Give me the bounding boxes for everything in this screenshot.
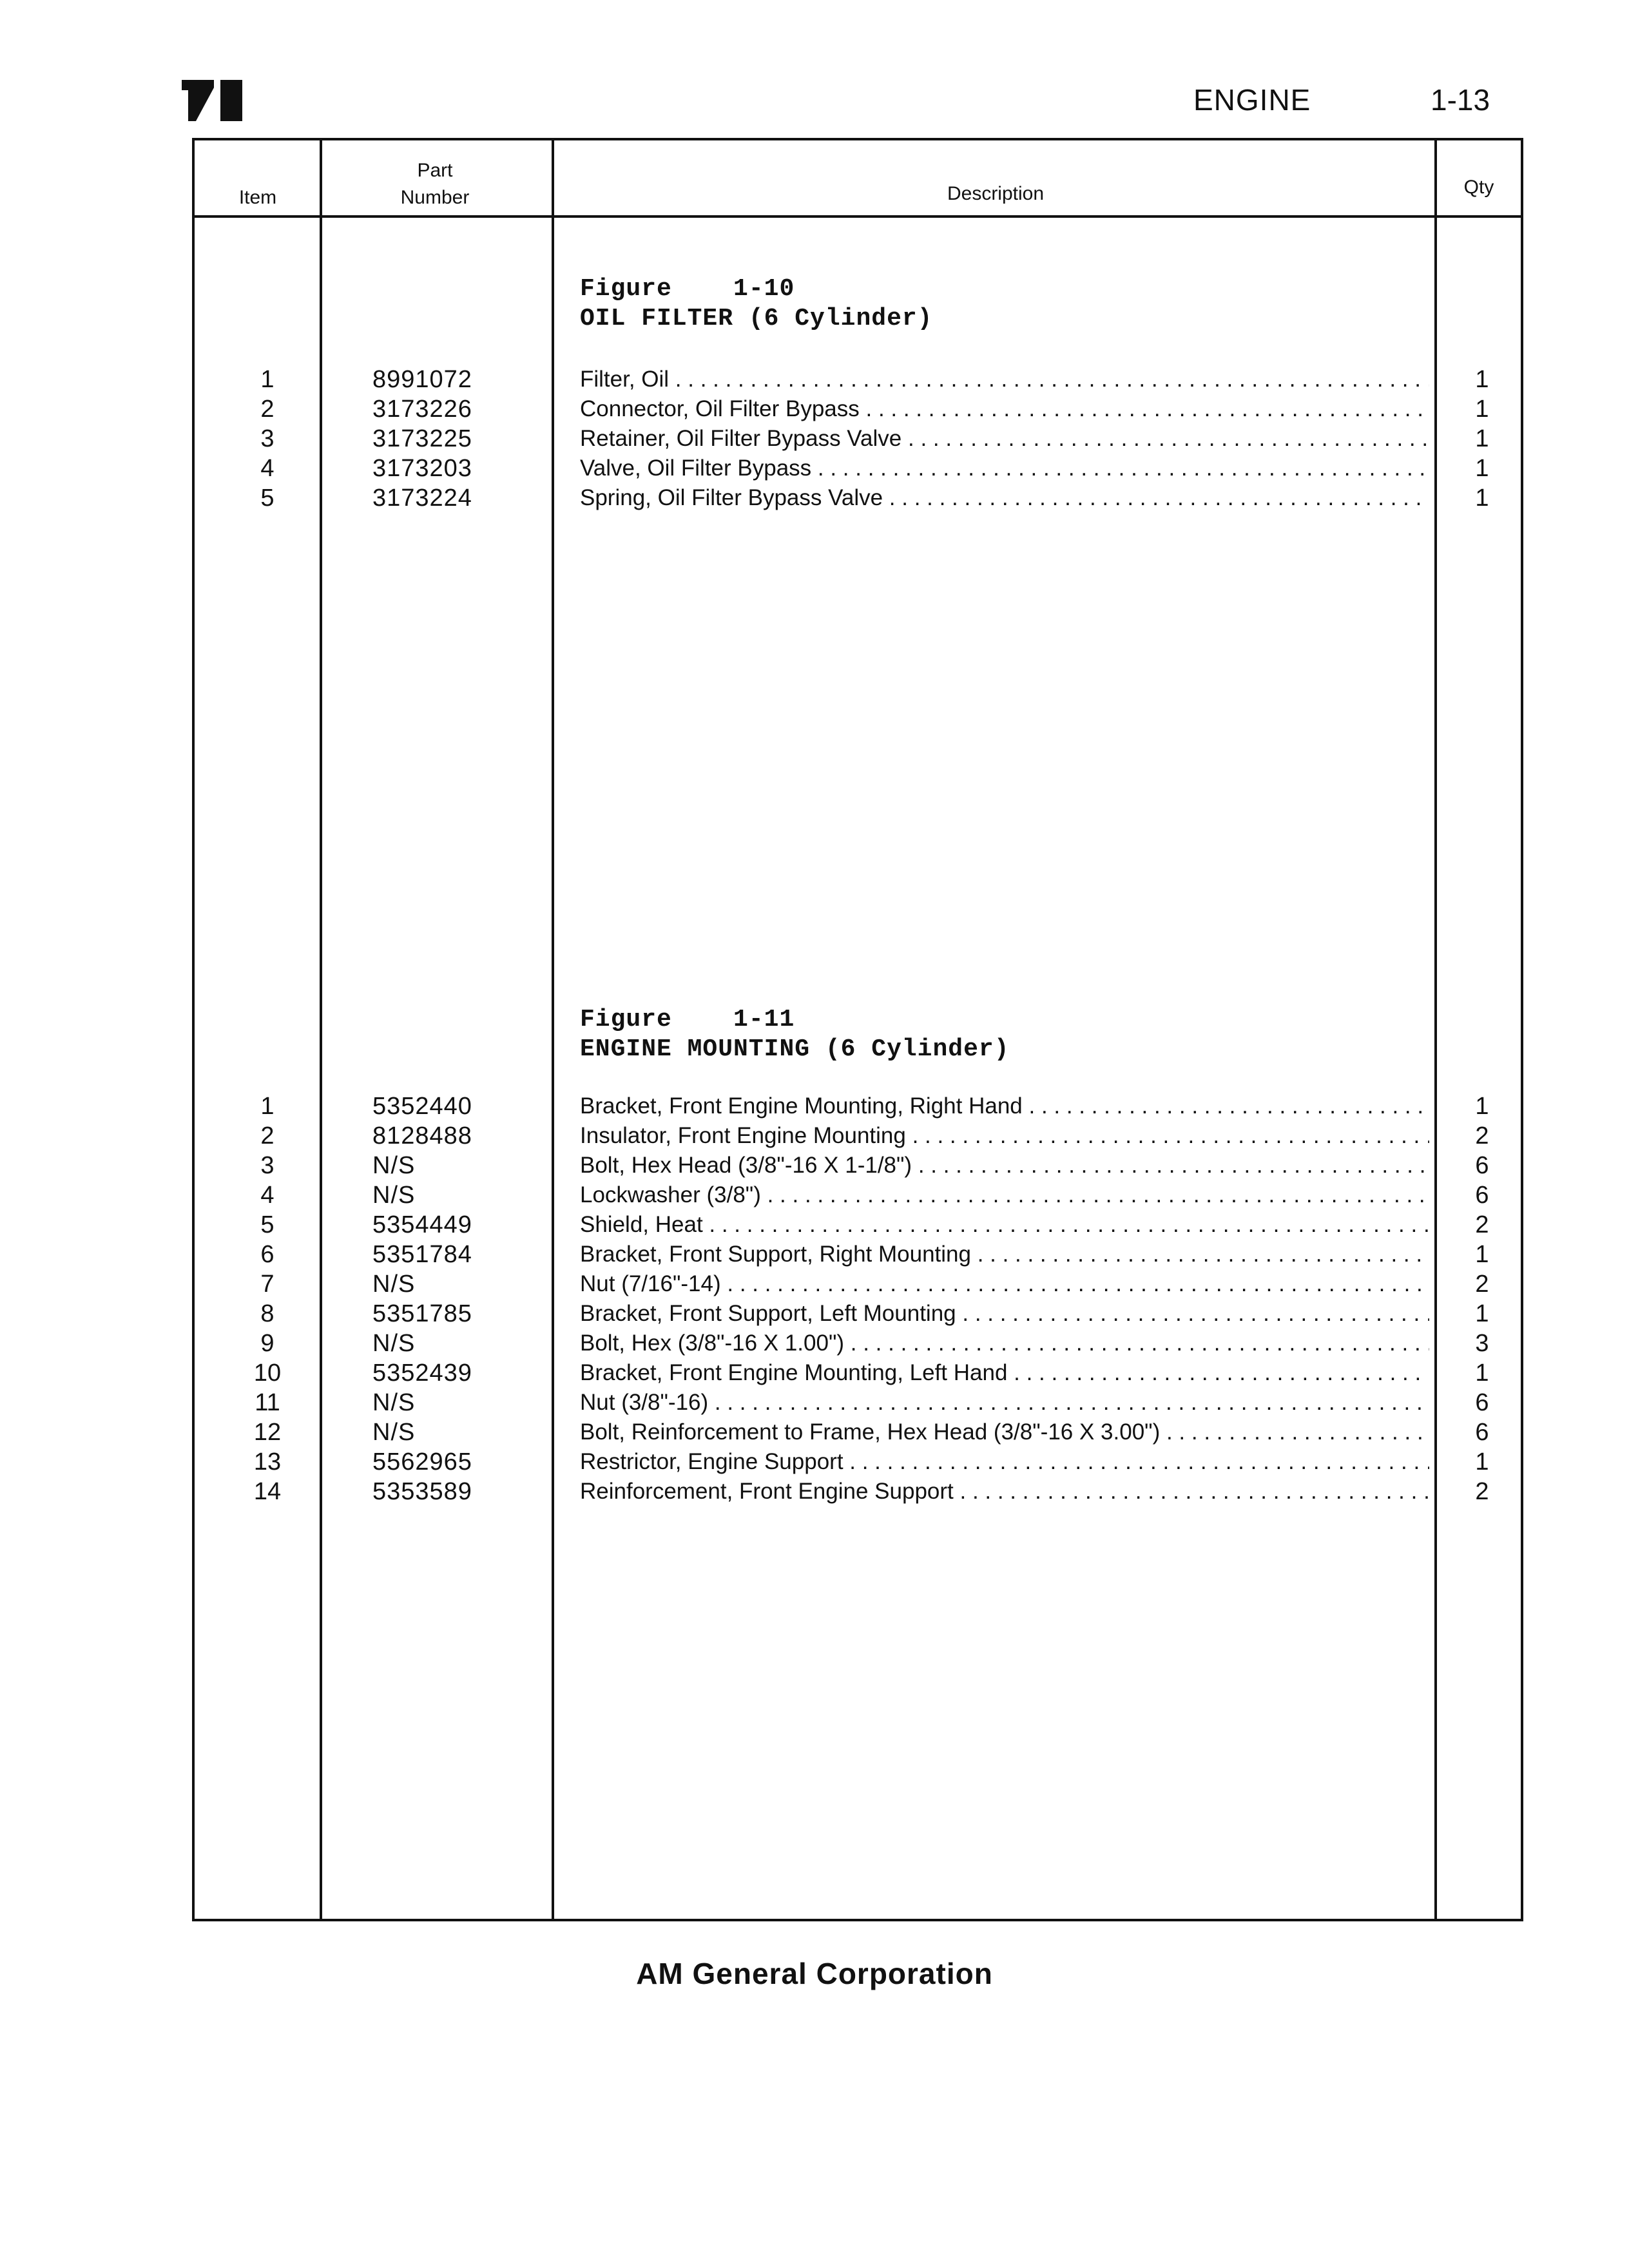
publisher-logo-icon — [182, 80, 244, 121]
part-description: Spring, Oil Filter Bypass Valve . . . — [580, 483, 1429, 513]
item-number: 5 — [260, 485, 275, 512]
part-number: N/S — [372, 1182, 416, 1209]
part-description: Bracket, Front Support, Right Mounting . . . — [580, 1240, 1429, 1269]
quantity: 1 — [1475, 1241, 1489, 1268]
quantity: 2 — [1475, 1271, 1489, 1298]
part-number: 5351784 — [372, 1241, 472, 1268]
column-header-description: Description — [947, 183, 1045, 204]
column-header-qty: Qty — [1463, 177, 1494, 198]
quantity: 6 — [1475, 1419, 1489, 1446]
part-number: 5351785 — [372, 1300, 472, 1327]
part-number: 5353589 — [372, 1478, 472, 1505]
quantity: 1 — [1475, 396, 1489, 423]
part-description: Shield, Heat . . . — [580, 1210, 1429, 1240]
item-number: 1 — [260, 1093, 275, 1120]
part-number: 3173224 — [372, 485, 472, 512]
page-number: 1-13 — [1431, 83, 1490, 117]
part-description: Valve, Oil Filter Bypass . . . — [580, 454, 1429, 483]
part-description: Lockwasher (3/8") . . . — [580, 1180, 1429, 1210]
item-part-divider — [320, 138, 322, 1921]
item-number: 3 — [260, 1152, 275, 1179]
figure-label: Figure 1-11 — [580, 1006, 795, 1033]
part-number: 8991072 — [372, 366, 472, 393]
part-number: 3173226 — [372, 396, 472, 423]
item-number: 4 — [260, 455, 275, 482]
part-description: Reinforcement, Front Engine Support . . . — [580, 1477, 1429, 1506]
part-number: 3173225 — [372, 425, 472, 452]
part-description: Connector, Oil Filter Bypass . . . — [580, 394, 1429, 424]
part-description: Bracket, Front Engine Mounting, Left Hand . . . — [580, 1358, 1429, 1388]
part-number: 5354449 — [372, 1211, 472, 1238]
quantity: 2 — [1475, 1211, 1489, 1238]
quantity: 6 — [1475, 1152, 1489, 1179]
item-number: 7 — [260, 1271, 275, 1298]
header-bottom-border — [192, 215, 1523, 218]
quantity: 1 — [1475, 1093, 1489, 1120]
section-title: ENGINE — [1193, 83, 1311, 117]
desc-qty-divider — [1434, 138, 1437, 1921]
part-number: 5352440 — [372, 1093, 472, 1120]
table-left-border — [192, 138, 195, 1921]
part-number: 5562965 — [372, 1448, 472, 1475]
item-number: 6 — [260, 1241, 275, 1268]
part-number: 8128488 — [372, 1122, 472, 1149]
column-header-item: Item — [238, 187, 277, 208]
quantity: 1 — [1475, 485, 1489, 512]
item-number: 13 — [253, 1448, 282, 1475]
part-description: Bolt, Hex (3/8"-16 X 1.00") . . . — [580, 1329, 1429, 1358]
quantity: 1 — [1475, 1360, 1489, 1387]
publisher-footer: AM General Corporation — [636, 1957, 993, 1990]
figure-heading — [580, 1005, 1010, 1064]
item-number: 10 — [253, 1360, 282, 1387]
item-number: 9 — [260, 1330, 275, 1357]
quantity: 6 — [1475, 1389, 1489, 1416]
item-number: 5 — [260, 1211, 275, 1238]
item-number: 3 — [260, 425, 275, 452]
part-description: Nut (3/8"-16) . . . — [580, 1388, 1429, 1418]
item-number: 12 — [253, 1419, 282, 1446]
quantity: 1 — [1475, 1300, 1489, 1327]
item-number: 14 — [253, 1478, 282, 1505]
table-top-border — [192, 138, 1523, 140]
part-description: Restrictor, Engine Support . . . — [580, 1447, 1429, 1477]
part-number: N/S — [372, 1271, 416, 1298]
quantity: 2 — [1475, 1478, 1489, 1505]
figure-heading — [580, 274, 933, 334]
quantity: 3 — [1475, 1330, 1489, 1357]
part-number: N/S — [372, 1389, 416, 1416]
quantity: 1 — [1475, 366, 1489, 393]
column-header-part-number — [322, 157, 548, 211]
quantity: 1 — [1475, 455, 1489, 482]
part-number: 3173203 — [372, 455, 472, 482]
item-number: 2 — [260, 396, 275, 423]
part-description: Nut (7/16"-14) . . . — [580, 1269, 1429, 1299]
part-description: Bolt, Hex Head (3/8"-16 X 1-1/8") . . . — [580, 1151, 1429, 1180]
quantity: 1 — [1475, 425, 1489, 452]
part-description: Insulator, Front Engine Mounting . . . — [580, 1121, 1429, 1151]
figure-title: ENGINE MOUNTING (6 Cylinder) — [580, 1035, 1010, 1063]
table-bottom-border — [192, 1919, 1523, 1921]
part-description: Bracket, Front Engine Mounting, Right Hand . . . — [580, 1091, 1429, 1121]
item-number: 11 — [255, 1389, 280, 1416]
part-description: Bracket, Front Support, Left Mounting . . . — [580, 1299, 1429, 1329]
part-number: N/S — [372, 1330, 416, 1357]
item-number: 4 — [260, 1182, 275, 1209]
part-description: Bolt, Reinforcement to Frame, Hex Head (3/8"-16 X 3.00") . . . — [580, 1418, 1429, 1447]
column-header-part-line1: Part — [417, 160, 453, 181]
part-number: 5352439 — [372, 1360, 472, 1387]
column-header-part-line2: Number — [400, 187, 470, 208]
part-desc-divider — [552, 138, 554, 1921]
item-number: 2 — [260, 1122, 275, 1149]
part-description: Filter, Oil . . . — [580, 365, 1429, 394]
table-right-border — [1521, 138, 1523, 1921]
part-number: N/S — [372, 1419, 416, 1446]
figure-label: Figure 1-10 — [580, 275, 795, 303]
figure-title: OIL FILTER (6 Cylinder) — [580, 305, 933, 332]
item-number: 8 — [260, 1300, 275, 1327]
quantity: 1 — [1475, 1448, 1489, 1475]
quantity: 2 — [1475, 1122, 1489, 1149]
part-number: N/S — [372, 1152, 416, 1179]
part-description: Retainer, Oil Filter Bypass Valve . . . — [580, 424, 1429, 454]
item-number: 1 — [260, 366, 275, 393]
quantity: 6 — [1475, 1182, 1489, 1209]
